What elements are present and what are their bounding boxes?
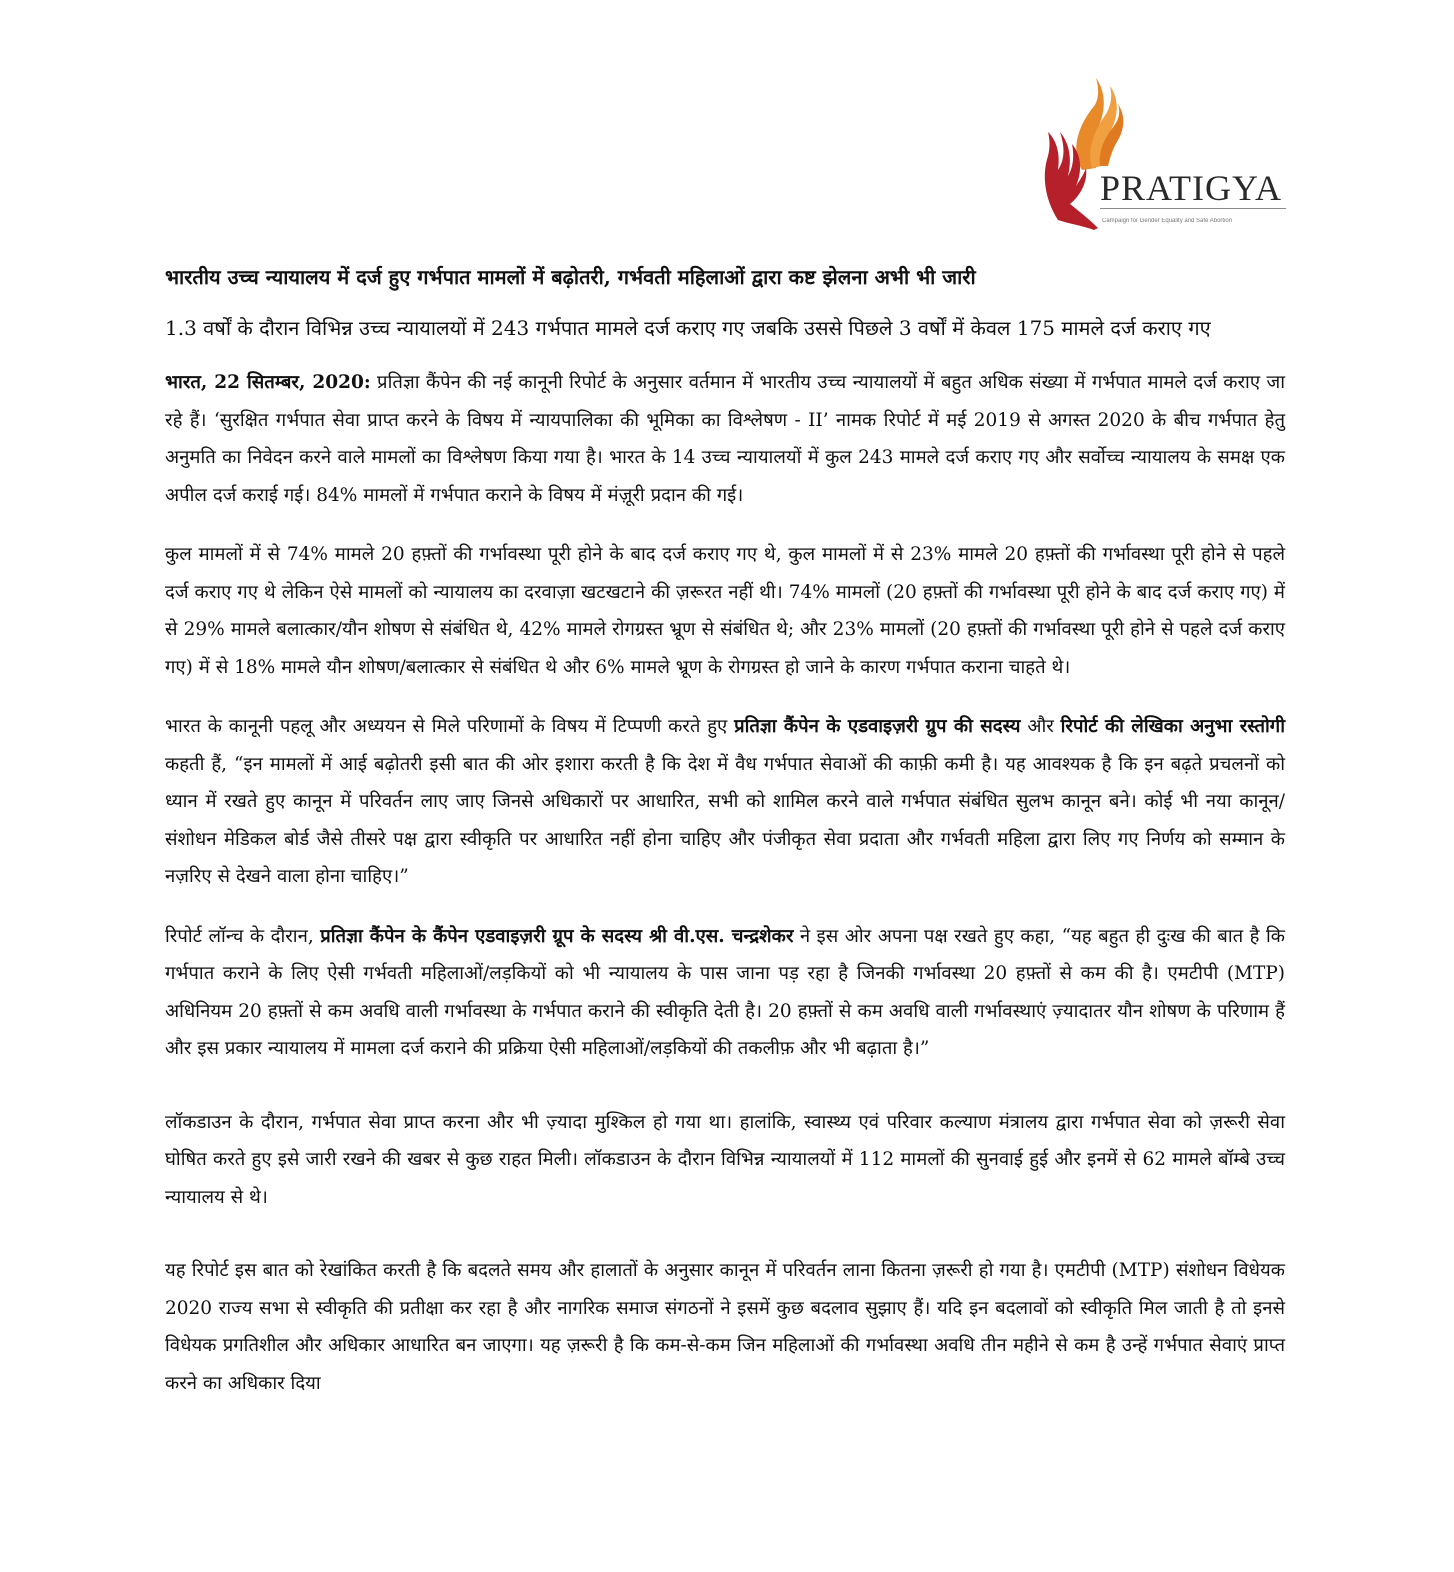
dateline: भारत, 22 सितम्बर, 2020: (165, 372, 371, 393)
quote-anubha-lead: भारत के कानूनी पहलू और अध्ययन से मिले परिणामों के विषय में टिप्पणी करते हुए (165, 716, 735, 737)
subheadline: 1.3 वर्षों के दौरान विभिन्न उच्च न्यायालयों में 243 गर्भपात मामले दर्ज कराए गए जबकि उससे पिछले 3 वर्षों में केवल 175 मामले दर्ज कराए गए (165, 316, 1211, 340)
logo-wordmark: PRATIGYA (1100, 168, 1283, 208)
quote-chandrashekar-text: ने इस ओर अपना पक्ष रखते हुए कहा, “यह बहुत ही दुःख की बात है कि गर्भपात कराने के लिए ऐसी गर्भवती महिलाओं/लड़कियों को भी न्यायालय के पास जाना पड़ रहा है जिनकी गर्भावस्था 20 हफ़्तों से कम की है। एमटीपी (MTP) अधिनियम 20 हफ़्तों से कम अवधि वाली गर्भावस्था के गर्भपात कराने की स्वीकृति देती है। 20 हफ़्तों से कम अवधि वाली गर्भावस्थाएं ज़्यादातर यौन शोषण के परिणाम हैं और इस प्रकार न्यायालय में मामला दर्ज कराने की प्रक्रिया ऐसी महिलाओं/लड़कियों की तकलीफ़ और भी बढ़ाता है।” (165, 925, 1285, 1059)
logo-tagline: Campaign for Gender Equality and Safe Abortion (1102, 218, 1233, 224)
logo-divider (1100, 208, 1286, 209)
paragraph-quote-chandrashekar (165, 918, 1285, 1068)
quote-anubha-text: कहती हैं, “इन मामलों में आई बढ़ोतरी इसी बात की ओर इशारा करती है कि देश में वैध गर्भपात सेवाओं की काफ़ी कमी है। यह आवश्यक है कि इन बढ़ते प्रचलनों को ध्यान में रखते हुए कानून में परिवर्तन लाए जाए जिनसे अधिकारों पर आधारित, सभी को शामिल करने वाले गर्भपात संबंधित सुलभ कानून बने। कोई भी नया कानून/संशोधन मेडिकल बोर्ड जैसे तीसरे पक्ष द्वारा स्वीकृति पर आधारित नहीं होना चाहिए और पंजीकृत सेवा प्रदाता और गर्भवती महिला द्वारा लिए गए निर्णय को सम्मान के नज़रिए से देखने वाला होना चाहिए।” (165, 753, 1285, 887)
flame-hand-icon (1040, 70, 1130, 235)
paragraph-intro (165, 364, 1285, 514)
paragraph-lockdown-text: लॉकडाउन के दौरान, गर्भपात सेवा प्राप्त करना और भी ज़्यादा मुश्किल हो गया था। हालांकि, स्वास्थ्य एवं परिवार कल्याण मंत्रालय द्वारा गर्भपात सेवा को ज़रूरी सेवा घोषित करते हुए इसे जारी रखने की खबर से कुछ राहत मिली। लॉकडाउन के दौरान विभिन्न न्यायालयों में 112 मामलों की सुनवाई हुई और इनमें से 62 मामले बॉम्बे उच्च न्यायालय से थे। (165, 1111, 1285, 1208)
press-release (165, 262, 1285, 1424)
speaker-name: रिपोर्ट की लेखिका अनुभा रस्तोगी (1060, 716, 1286, 737)
paragraph-mtp-bill (165, 1252, 1285, 1402)
paragraph-intro-text: प्रतिज्ञा कैंपेन की नई कानूनी रिपोर्ट के अनुसार वर्तमान में भारतीय उच्च न्यायालयों में बहुत अधिक संख्या में गर्भपात मामले दर्ज कराए जा रहे हैं। ‘सुरक्षित गर्भपात सेवा प्राप्त करने के विषय में न्यायपालिका की भूमिका का विश्लेषण - II’ नामक रिपोर्ट में मई 2019 से अगस्त 2020 के बीच गर्भपात हेतु अनुमति का निवेदन करने वाले मामलों का विश्लेषण किया गया है। भारत के 14 उच्च न्यायालयों में कुल 243 मामले दर्ज कराए गए और सर्वोच्च न्यायालय के समक्ष एक अपील दर्ज कराई गई। 84% मामलों में गर्भपात कराने के विषय में मंज़ूरी प्रदान की गई। (165, 372, 1285, 506)
speaker-chandrashekar: प्रतिज्ञा कैंपेन के कैंपेन एडवाइज़री ग्रूप के सदस्य श्री वी.एस. चन्द्रशेकर (320, 925, 794, 947)
paragraph-mtp-bill-text: यह रिपोर्ट इस बात को रेखांकित करती है कि बदलते समय और हालातों के अनुसार कानून में परिवर्तन लाना कितना ज़रूरी हो गया है। एमटीपी (MTP) संशोधन विधेयक 2020 राज्य सभा से स्वीकृति की प्रतीक्षा कर रहा है और नागरिक समाज संगठनों ने इसमें कुछ बदलाव सुझाए हैं। यदि इन बदलावों को स्वीकृति मिल जाती है तो इनसे विधेयक प्रगतिशील और अधिकार आधारित बन जाएगा। यह ज़रूरी है कि कम-से-कम जिन महिलाओं की गर्भावस्था अवधि तीन महीने से कम है उन्हें गर्भपात सेवाएं प्राप्त करने का अधिकार दिया (165, 1260, 1285, 1394)
speaker-role: प्रतिज्ञा कैंपेन के एडवाइज़री ग्रुप की सदस्य (734, 716, 1021, 737)
quote-chandrashekar-lead: रिपोर्ट लॉन्च के दौरान, (165, 925, 321, 947)
paragraph-lockdown (165, 1104, 1285, 1217)
pratigya-logo (1040, 70, 1290, 235)
paragraph-statistics (165, 536, 1285, 686)
quote-anubha-and: और (1020, 716, 1061, 737)
headline: भारतीय उच्च न्यायालय में दर्ज हुए गर्भपात मामलों में बढ़ोतरी, गर्भवती महिलाओं द्वारा कष्ट झेलना अभी भी जारी (165, 265, 976, 289)
paragraph-quote-anubha (165, 708, 1285, 896)
paragraph-statistics-text: कुल मामलों में से 74% मामले 20 हफ़्तों की गर्भावस्था पूरी होने के बाद दर्ज कराए गए थे, कुल मामलों में से 23% मामले 20 हफ़्तों की गर्भावस्था पूरी होने से पहले दर्ज कराए गए थे लेकिन ऐसे मामलों को न्यायालय का दरवाज़ा खटखटाने की ज़रूरत नहीं थी। 74% मामलों (20 हफ़्तों की गर्भावस्था पूरी होने के बाद दर्ज कराए गए) में से 29% मामले बलात्कार/यौन शोषण से संबंधित थे, 42% मामले रोगग्रस्त भ्रूण से संबंधित थे; और 23% मामलों (20 हफ़्तों की गर्भावस्था पूरी होने से पहले दर्ज कराए गए) में से 18% मामले यौन शोषण/बलात्कार से संबंधित थे और 6% मामले भ्रूण के रोगग्रस्त हो जाने के कारण गर्भपात कराना चाहते थे। (165, 544, 1285, 678)
